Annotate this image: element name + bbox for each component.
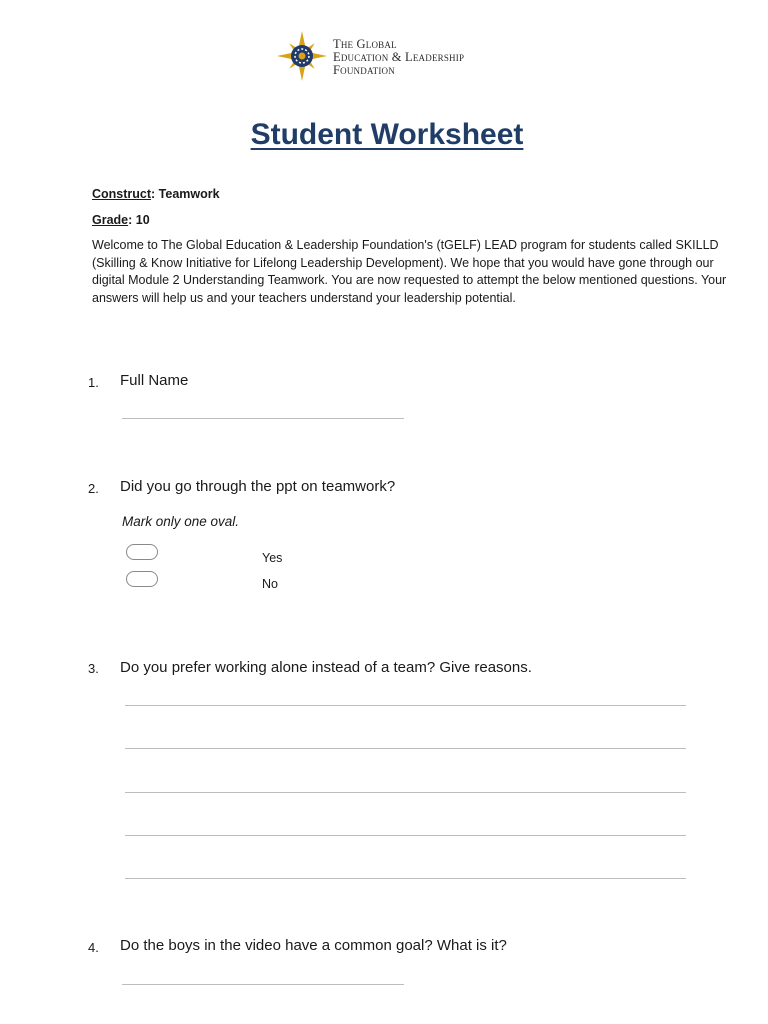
answer-line[interactable] — [122, 984, 404, 985]
grade-key: Grade — [92, 213, 129, 227]
answer-line[interactable] — [125, 878, 686, 879]
question-hint: Mark only one oval. — [122, 514, 240, 529]
logo-text-line1: The Global — [333, 37, 397, 51]
radio-oval-no[interactable] — [126, 571, 158, 587]
question-number: 1. — [88, 375, 99, 390]
intro-paragraph: Welcome to The Global Education & Leadership Foundation's (tGELF) LEAD program for students called SKILLD (Skilling & Know Initiative for Lifelong Leadership Development). We hope that you would have gone through our digital Module 2 Understanding Teamwork. You are now requested to attempt the below mentioned questions. Your answers will help us and your teachers understand your leadership potential. — [92, 238, 727, 305]
question-text: Do the boys in the video have a common goal? What is it? — [120, 937, 507, 954]
question-number: 2. — [88, 481, 99, 496]
question-number: 3. — [88, 661, 99, 676]
grade-value: : 10 — [128, 213, 150, 227]
answer-line[interactable] — [122, 418, 404, 419]
compass-star-icon — [276, 30, 328, 82]
construct-value: : Teamwork — [151, 187, 220, 201]
answer-line[interactable] — [125, 792, 686, 793]
option-label-no: No — [262, 577, 278, 591]
construct-key: Construct — [92, 187, 152, 201]
radio-oval-yes[interactable] — [126, 544, 158, 560]
logo-text-line3: Foundation — [333, 63, 395, 77]
question-text: Full Name — [120, 372, 189, 389]
page-title: Student Worksheet — [250, 118, 524, 151]
logo-wordmark — [333, 38, 464, 77]
logo-text-line2: Education & Leadership — [333, 50, 465, 64]
answer-line[interactable] — [125, 835, 686, 836]
question-text: Did you go through the ppt on teamwork? — [120, 478, 396, 495]
option-label-yes: Yes — [262, 551, 283, 565]
question-number: 4. — [88, 940, 99, 955]
answer-line[interactable] — [125, 705, 686, 706]
answer-line[interactable] — [125, 748, 686, 749]
grade-line — [92, 213, 150, 227]
foundation-logo — [268, 22, 508, 90]
question-text: Do you prefer working alone instead of a team? Give reasons. — [120, 659, 532, 676]
construct-line — [92, 187, 220, 201]
